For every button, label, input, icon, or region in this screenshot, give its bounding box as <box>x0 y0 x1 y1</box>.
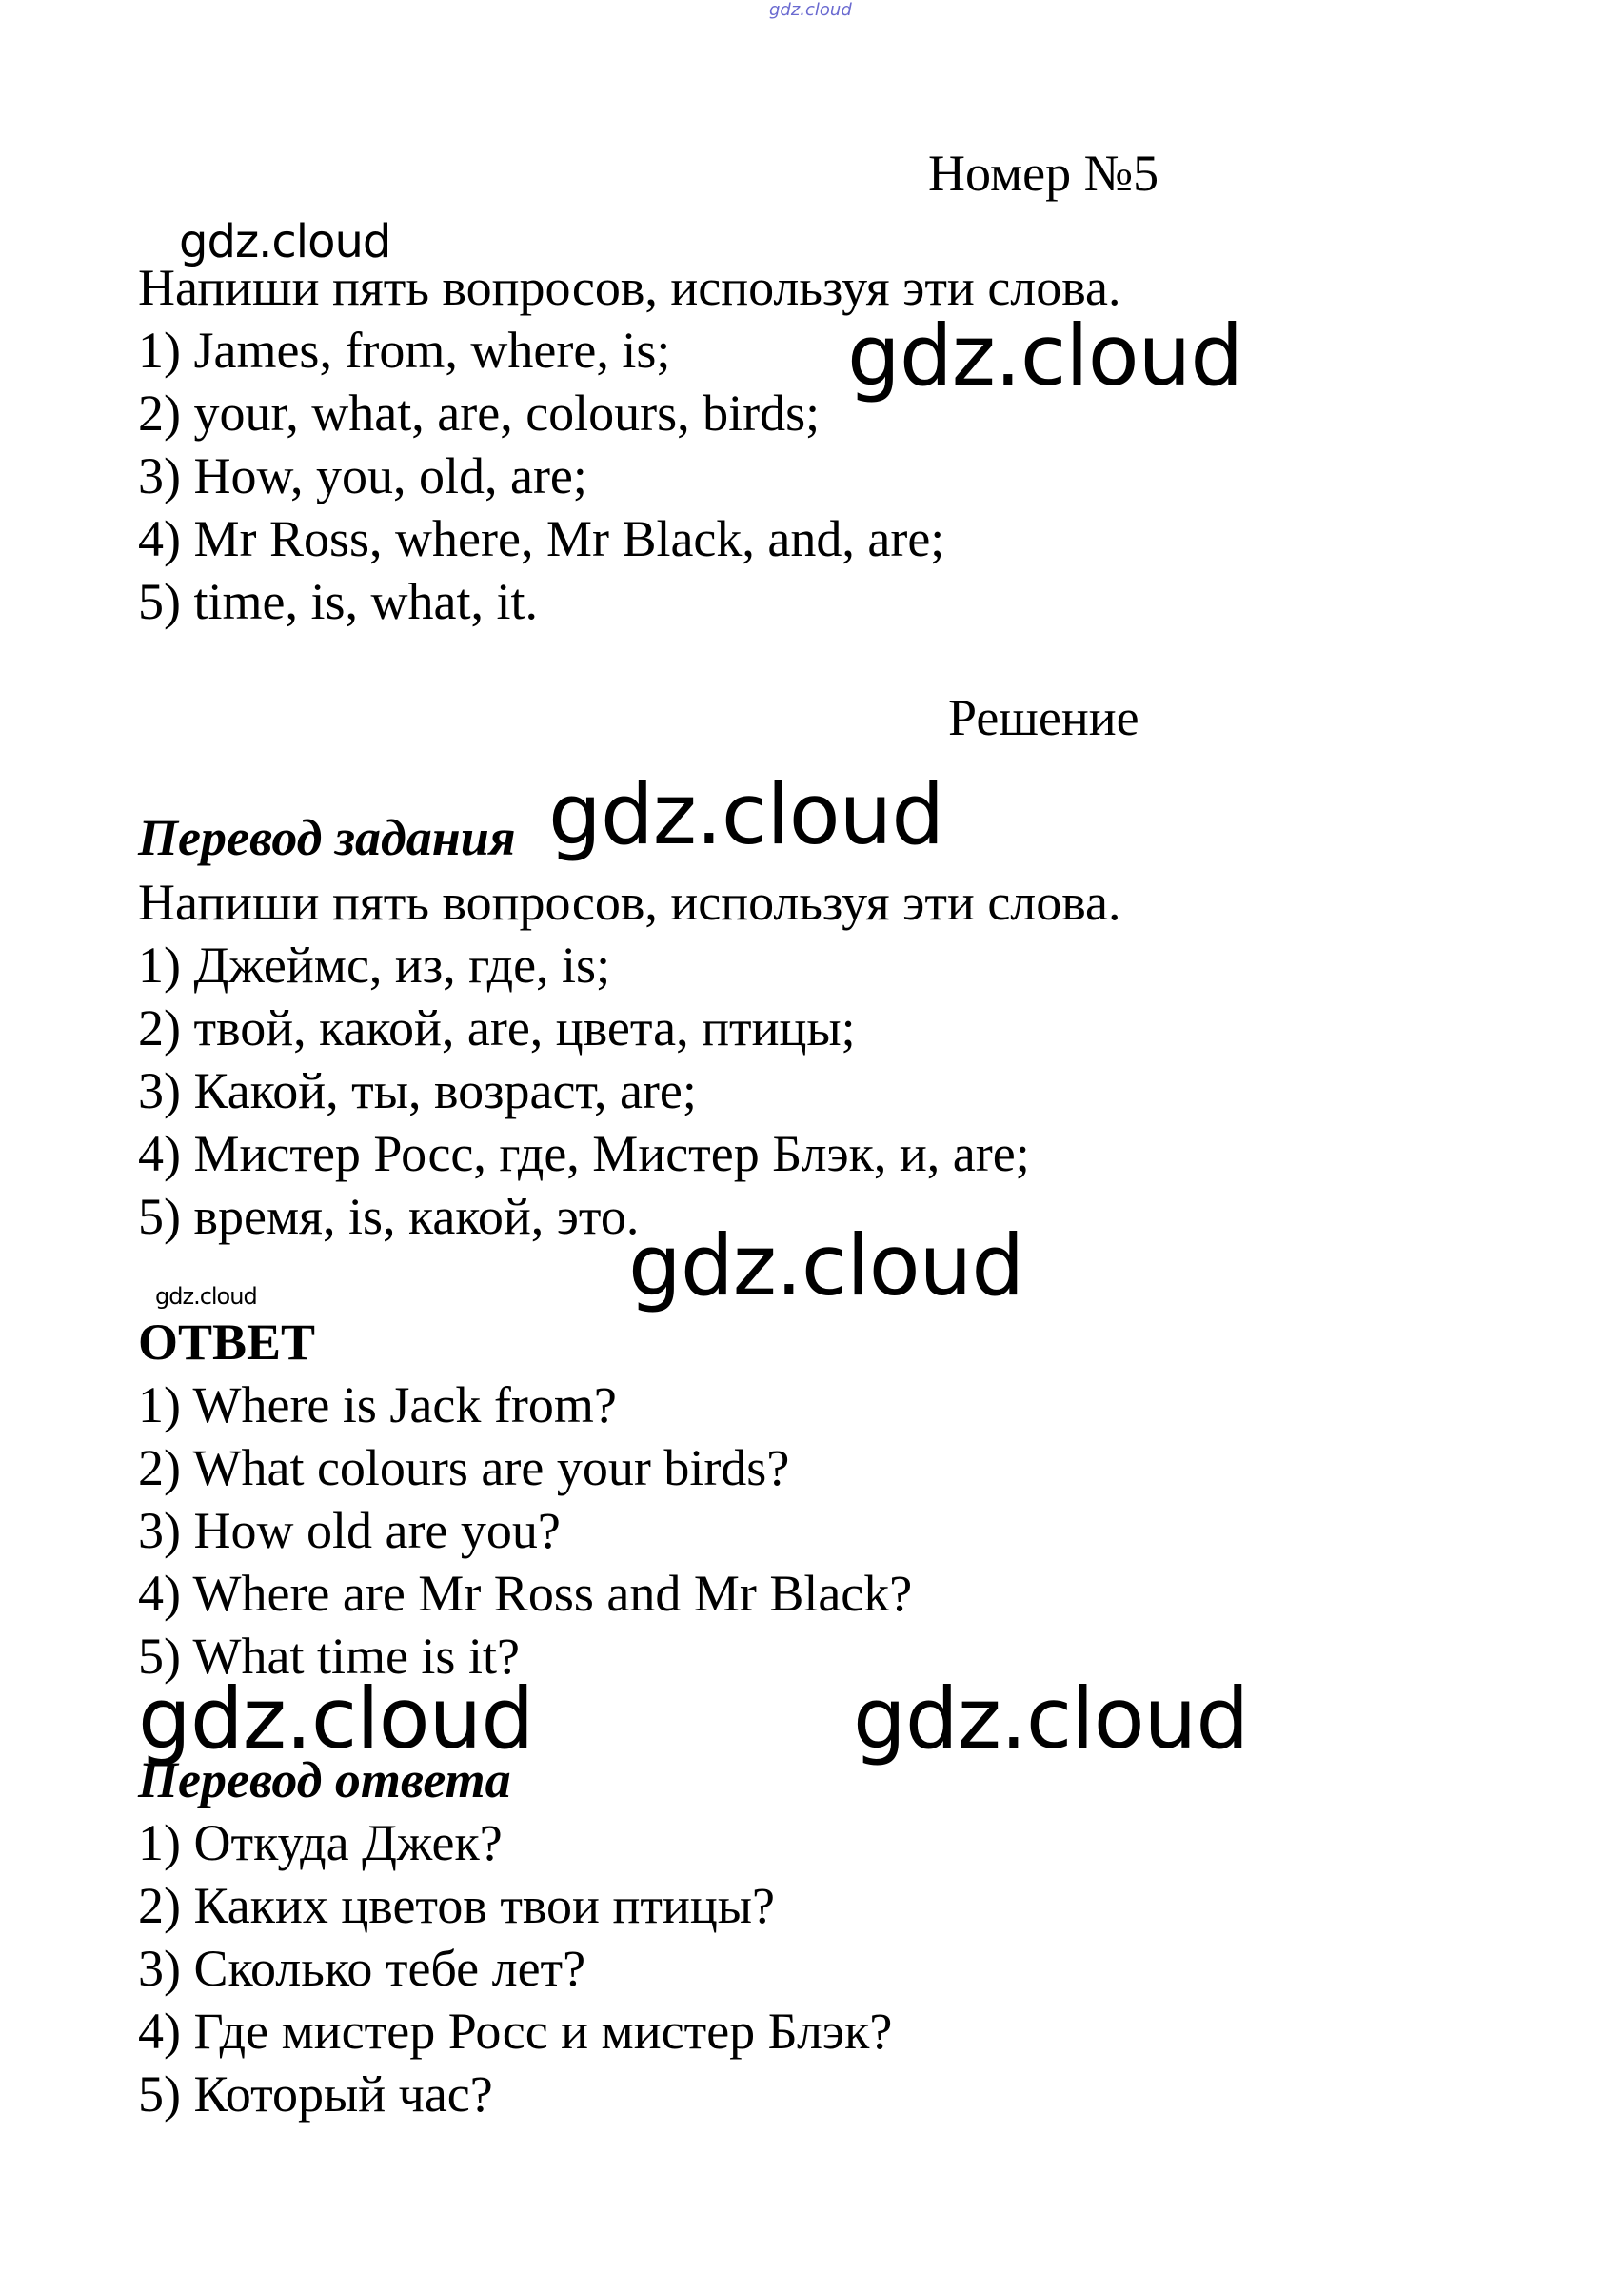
watermark-3: gdz.cloud <box>548 765 944 863</box>
solution-heading: Решение <box>948 689 1139 746</box>
task-item-4: 4) Mr Ross, where, Mr Black, and, are; <box>138 510 945 567</box>
answer-item-3: 3) How old are you? <box>138 1502 561 1559</box>
task-item-5: 5) time, is, what, it. <box>138 573 538 630</box>
task-translation-item-5: 5) время, is, какой, это. <box>138 1188 640 1245</box>
answer-translation-item-2: 2) Каких цветов твои птицы? <box>138 1877 775 1934</box>
task-item-1: 1) James, from, where, is; <box>138 322 671 379</box>
answer-heading: ОТВЕТ <box>138 1314 316 1371</box>
task-item-2: 2) your, what, are, colours, birds; <box>138 385 821 442</box>
answer-item-4: 4) Where are Mr Ross and Mr Black? <box>138 1565 913 1622</box>
task-translation-instruction: Напиши пять вопросов, используя эти слова. <box>138 874 1121 931</box>
answer-item-2: 2) What colours are your birds? <box>138 1439 790 1496</box>
task-item-3: 3) How, you, old, are; <box>138 447 587 504</box>
task-translation-heading: Перевод задания <box>138 809 516 866</box>
answer-translation-item-5: 5) Который час? <box>138 2065 493 2123</box>
task-instruction: Напиши пять вопросов, используя эти слова. <box>138 259 1121 316</box>
task-translation-item-1: 1) Джеймс, из, где, is; <box>138 937 611 994</box>
answer-item-1: 1) Where is Jack from? <box>138 1376 617 1433</box>
answer-translation-item-1: 1) Откуда Джек? <box>138 1814 503 1871</box>
answer-item-5: 5) What time is it? <box>138 1628 520 1685</box>
watermark-1: gdz.cloud <box>179 215 391 268</box>
watermark-2: gdz.cloud <box>847 306 1243 405</box>
task-translation-item-4: 4) Мистер Росс, где, Мистер Блэк, и, are; <box>138 1125 1030 1182</box>
answer-translation-item-4: 4) Где мистер Росс и мистер Блэк? <box>138 2003 893 2060</box>
watermark-4: gdz.cloud <box>628 1216 1024 1314</box>
page-title: Номер №5 <box>928 145 1159 202</box>
watermark-top: gdz.cloud <box>769 0 852 20</box>
answer-translation-heading: Перевод ответа <box>138 1751 511 1808</box>
watermark-7: gdz.cloud <box>853 1669 1249 1768</box>
answer-translation-item-3: 3) Сколько тебе лет? <box>138 1940 586 1997</box>
task-translation-item-2: 2) твой, какой, are, цвета, птицы; <box>138 999 856 1057</box>
watermark-6: gdz.cloud <box>138 1669 534 1768</box>
watermark-5: gdz.cloud <box>155 1283 257 1310</box>
task-translation-item-3: 3) Какой, ты, возраст, are; <box>138 1062 697 1119</box>
